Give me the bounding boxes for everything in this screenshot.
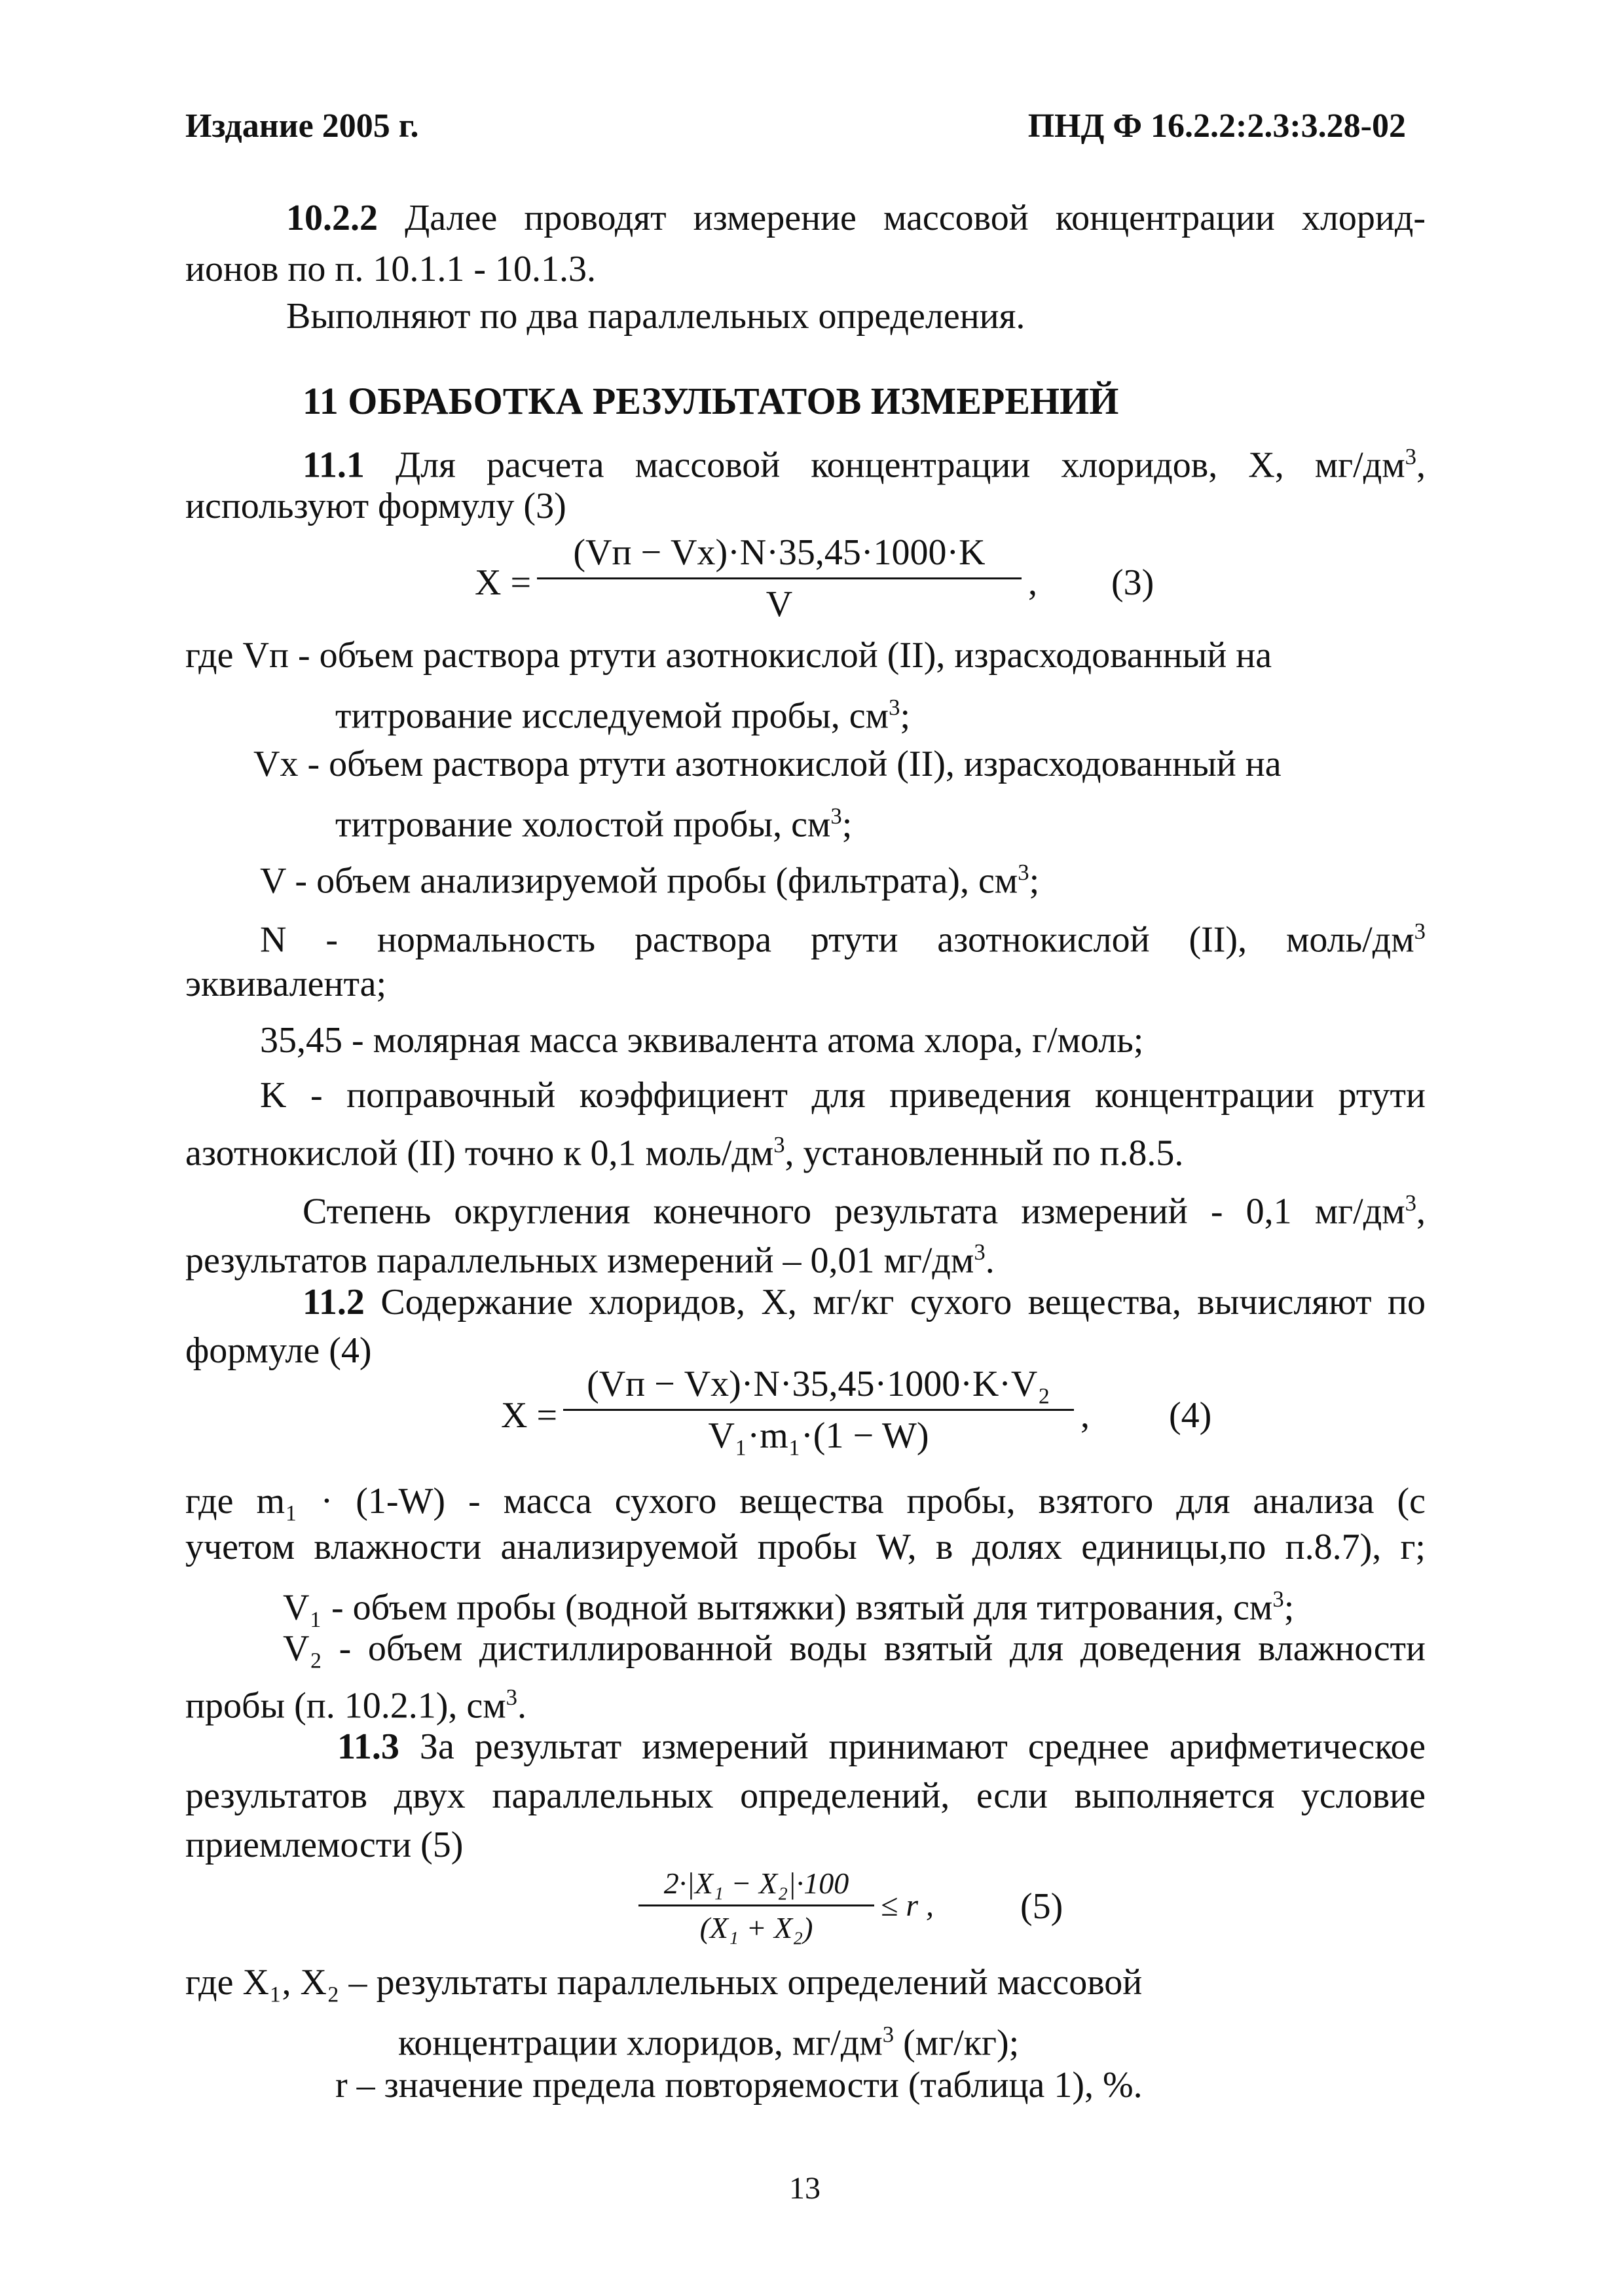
superscript: 3 [974, 1239, 986, 1265]
text: пробы (п. 10.2.1), см [185, 1685, 506, 1726]
superscript: 3 [773, 1132, 785, 1157]
para-11-2-line1 [303, 1281, 1426, 1324]
rounding-line1 [303, 1182, 1426, 1233]
formula-4-lhs: X = [501, 1395, 558, 1436]
fraction-bar [638, 1904, 874, 1906]
superscript: 3 [889, 695, 900, 720]
clause-number: 10.2.2 [286, 198, 378, 238]
def-n-line1 [260, 910, 1426, 962]
clause-number: 11.3 [337, 1726, 399, 1767]
def-molar-mass: 35,45 - молярная масса эквивалента атома хлора, г/моль; [260, 1020, 1144, 1061]
def-vx-line2 [335, 795, 852, 847]
clause-number: 11.1 [303, 445, 365, 486]
text: , [1416, 1191, 1426, 1232]
formula-5-denominator: (X₁ + X₂) [699, 1911, 813, 1944]
formula-3-numerator: (Vп − Vх)·N·35,45·1000·K [573, 532, 986, 573]
def-vp-line2 [335, 686, 910, 738]
text: , [1416, 445, 1426, 486]
text: N - нормальность раствора ртути азотнокислой (II), моль/дм [260, 919, 1414, 960]
text: V₁ - объем пробы (водной вытяжки) взятый для титрования, см [283, 1587, 1273, 1628]
text: результатов параллельных измерений – 0,01 мг/дм [185, 1240, 974, 1281]
document-code: ПНД Ф 16.2.2:2.3:3.28-02 [1027, 107, 1406, 145]
superscript: 3 [1272, 1586, 1284, 1612]
text: ; [1029, 860, 1040, 902]
def-k-line1: K - поправочный коэффициент для приведения концентрации ртути [260, 1075, 1426, 1116]
text: (мг/кг); [894, 2022, 1020, 2064]
formula-4-comma: , [1080, 1395, 1090, 1436]
text: титрование холостой пробы, см [335, 804, 831, 845]
text: Степень округления конечного результата измерений - 0,1 мг/дм [303, 1191, 1405, 1232]
formula-5-numerator: 2·|X₁ − X₂|·100 [663, 1867, 849, 1900]
def-v2-line1: V₂ - объем дистиллированной воды взятый для доведения влажности [283, 1628, 1426, 1669]
superscript: 3 [1018, 860, 1029, 885]
para-11-2-line2: формуле (4) [185, 1330, 372, 1371]
formula-3-fraction [537, 532, 1022, 625]
def-x1-x2-line1: где X₁, X₂ – результаты параллельных определений массовой [185, 1962, 1143, 2003]
fraction-bar [563, 1409, 1074, 1411]
page-number: 13 [789, 2171, 821, 2206]
def-dry-mass-line1: где m₁ · (1-W) - масса сухого вещества пробы, взятого для анализа (с [185, 1481, 1426, 1522]
def-k-line2 [185, 1123, 1183, 1175]
text: За результат измерений принимают среднее арифметическое [399, 1726, 1426, 1767]
superscript: 3 [1405, 444, 1416, 469]
clause-number: 11.2 [303, 1282, 365, 1322]
formula-5-fraction [638, 1866, 874, 1945]
superscript: 3 [882, 2022, 895, 2047]
fraction-bar [537, 577, 1022, 579]
section-heading: 11 ОБРАБОТКА РЕЗУЛЬТАТОВ ИЗМЕРЕНИЙ [303, 380, 1119, 422]
def-n-line2: эквивалента; [185, 964, 387, 1004]
def-v [260, 851, 1039, 903]
formula-3-number: (3) [1111, 562, 1154, 603]
text: концентрации хлоридов, мг/дм [398, 2022, 883, 2064]
para-11-1-line1 [303, 435, 1426, 487]
text: Далее проводят измерение массовой концентрации хлорид- [378, 198, 1426, 238]
para-11-3-line1 [337, 1725, 1426, 1768]
def-x1-x2-line2 [398, 2013, 1019, 2065]
text: . [985, 1240, 995, 1281]
text: Содержание хлоридов, X, мг/кг сухого вещества, вычисляют по [364, 1282, 1426, 1322]
def-r: r – значение предела повторяемости (таблица 1), %. [335, 2065, 1143, 2105]
para-11-3-line3: приемлемости (5) [185, 1825, 464, 1865]
def-vx-line1: Vх - объем раствора ртути азотнокислой (II), израсходованный на [253, 744, 1282, 784]
formula-4-numerator: (Vп − Vх)·N·35,45·1000·K·V₂ [587, 1364, 1050, 1404]
text: . [517, 1685, 527, 1726]
text: V - объем анализируемой пробы (фильтрата), см [260, 860, 1018, 902]
def-dry-mass-line2: учетом влажности анализируемой пробы W, в долях единицы,по п.8.7), г; [185, 1527, 1426, 1567]
formula-3-comma: , [1028, 562, 1037, 603]
formula-4-number: (4) [1169, 1395, 1212, 1436]
def-v2-line2 [185, 1676, 526, 1728]
text: ; [1283, 1587, 1295, 1628]
text: титрование исследуемой пробы, см [335, 695, 889, 737]
text: азотнокислой (II) точно к 0,1 моль/дм [185, 1133, 774, 1174]
text: , установленный по п.8.5. [784, 1133, 1184, 1174]
superscript: 3 [830, 803, 842, 829]
formula-4-fraction [563, 1363, 1074, 1457]
formula-4-denominator: V₁·m₁·(1 − W) [708, 1415, 929, 1456]
para-10-2-2-line3: Выполняют по два параллельных определения. [286, 296, 1025, 337]
superscript: 3 [1414, 919, 1426, 944]
text: ; [841, 804, 853, 845]
formula-5-rhs: ≤ r , [881, 1888, 934, 1923]
formula-5-number: (5) [1020, 1886, 1063, 1927]
formula-3-denominator: V [766, 584, 793, 625]
superscript: 3 [1405, 1190, 1416, 1216]
text: ; [900, 695, 911, 737]
para-11-1-line2: используют формулу (3) [185, 486, 566, 526]
para-10-2-2-line2: ионов по п. 10.1.1 - 10.1.3. [185, 249, 596, 289]
superscript: 3 [506, 1685, 518, 1710]
edition-label: Издание 2005 г. [185, 107, 419, 145]
def-vp-line1: где Vп - объем раствора ртути азотнокислой (II), израсходованный на [185, 635, 1272, 676]
def-v1 [283, 1578, 1294, 1630]
rounding-line2 [185, 1231, 995, 1283]
para-11-3-line2: результатов двух параллельных определений, если выполняется условие [185, 1776, 1426, 1816]
formula-3-lhs: X = [475, 562, 532, 603]
text: Для расчета массовой концентрации хлоридов, X, мг/дм [364, 445, 1405, 486]
para-10-2-2-line1 [286, 196, 1426, 240]
